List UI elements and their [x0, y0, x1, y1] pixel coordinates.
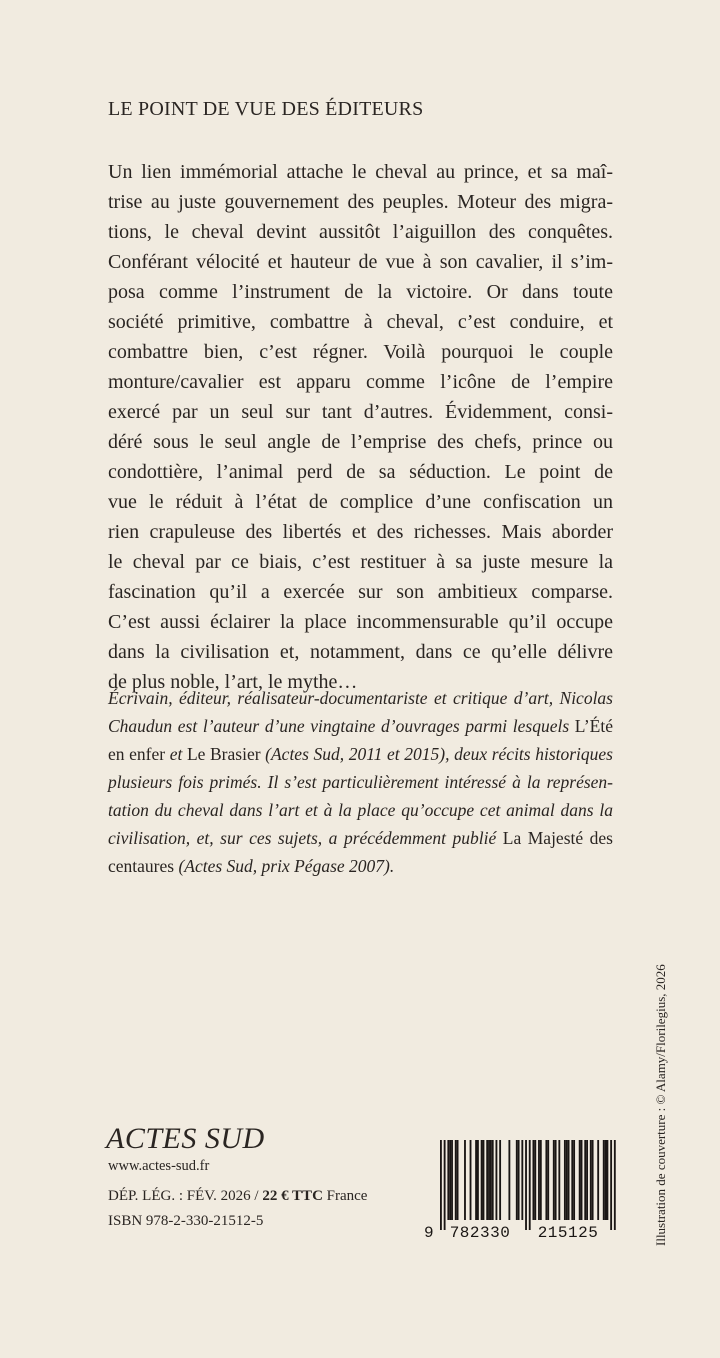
- publisher-website: www.actes-sud.fr: [108, 1158, 210, 1174]
- barcode: [420, 1140, 616, 1240]
- barcode-bar: [584, 1140, 586, 1220]
- author-bio: [108, 684, 613, 880]
- barcode-bar: [579, 1140, 581, 1220]
- barcode-bars: [440, 1140, 616, 1230]
- barcode-bar: [533, 1140, 535, 1220]
- barcode-bar: [496, 1140, 498, 1220]
- barcode-digits-right: 215125: [537, 1224, 599, 1240]
- barcode-bar: [534, 1140, 536, 1220]
- barcode-bar: [538, 1140, 540, 1220]
- blurb-line: combattre bien, c’est régner. Voilà pourquoi le couple: [108, 341, 613, 363]
- book-title: Le Brasier: [186, 744, 266, 764]
- barcode-bar: [477, 1140, 479, 1220]
- barcode-bar: [564, 1140, 566, 1220]
- blurb-line: condottière, l’animal perd de sa séduction. Le point de: [108, 461, 613, 483]
- blurb-line: monture/cavalier est apparu comme l’icône de l’empire: [108, 371, 613, 393]
- barcode-bar: [603, 1140, 605, 1220]
- publisher-blurb: [108, 157, 613, 697]
- barcode-bar: [605, 1140, 607, 1220]
- blurb-line: rien crapuleuse des libertés et des richesses. Mais aborder: [108, 521, 613, 543]
- legal-deposit-line: [108, 1188, 367, 1205]
- bio-line: [108, 712, 613, 740]
- barcode-bar: [475, 1140, 477, 1220]
- barcode-bar: [607, 1140, 609, 1220]
- bio-italic-text: Chaudun est l’auteur d’une vingtaine d’ouvrages parmi lesquels: [108, 716, 575, 736]
- barcode-bar: [581, 1140, 583, 1220]
- book-title: La Majesté des: [502, 828, 613, 848]
- blurb-line: C’est aussi éclairer la place incommensurable qu’il occupe: [108, 611, 613, 633]
- blurb-line: posa comme l’instrument de la victoire. Or dans toute: [108, 281, 613, 303]
- barcode-guard-bar: [444, 1140, 446, 1230]
- barcode-bar: [449, 1140, 451, 1220]
- barcode-bar: [516, 1140, 518, 1220]
- book-title: L’Été: [574, 716, 613, 736]
- barcode-bar: [521, 1140, 523, 1220]
- price-region: France: [322, 1188, 368, 1204]
- blurb-line: dans la civilisation et, notamment, dans ce qu’elle délivre: [108, 641, 613, 663]
- barcode-bar: [457, 1140, 459, 1220]
- bio-italic-text: Écrivain, éditeur, réalisateur-documentariste et critique d’art, Nicolas: [108, 688, 613, 708]
- barcode-bar: [486, 1140, 488, 1220]
- bio-italic-text: (Actes Sud, prix Pégase 2007).: [178, 856, 395, 876]
- blurb-line: de plus noble, l’art, le mythe…: [108, 671, 358, 693]
- barcode-bar: [492, 1140, 494, 1220]
- publisher-logo: ACTES SUD: [106, 1122, 265, 1155]
- barcode-bar: [553, 1140, 555, 1220]
- bio-italic-text: tation du cheval dans l’art et à la place qu’occupe cet animal dans la: [108, 800, 613, 820]
- blurb-line: vue le réduit à l’état de complice d’une confiscation un: [108, 491, 613, 513]
- barcode-graphic: [420, 1140, 616, 1240]
- book-title: centaures: [108, 856, 179, 876]
- bio-line: [108, 796, 613, 824]
- barcode-bar: [540, 1140, 542, 1220]
- section-heading: LE POINT DE VUE DES ÉDITEURS: [108, 98, 424, 120]
- isbn: ISBN 978-2-330-21512-5: [108, 1213, 264, 1229]
- barcode-digit-first: 9: [424, 1224, 434, 1240]
- barcode-bar: [547, 1140, 549, 1220]
- blurb-line: Conférant vélocité et hauteur de vue à son cavalier, il s’im-: [108, 251, 613, 273]
- barcode-bar: [481, 1140, 483, 1220]
- barcode-bar: [451, 1140, 453, 1220]
- barcode-bar: [470, 1140, 472, 1220]
- bio-line: [108, 740, 613, 768]
- legal-deposit: DÉP. LÉG. : FÉV. 2026 /: [108, 1188, 263, 1204]
- barcode-bar: [592, 1140, 594, 1220]
- bio-line: [108, 852, 613, 880]
- bio-line: [108, 684, 613, 712]
- barcode-bar: [508, 1140, 510, 1220]
- barcode-bar: [483, 1140, 485, 1220]
- blurb-line: déré sous le seul angle de l’emprise des chefs, prince ou: [108, 431, 613, 453]
- blurb-line: fascination qu’il a exercée sur son ambitieux comparse.: [108, 581, 613, 603]
- blurb-line: tions, le cheval devint aussitôt l’aiguillon des conquêtes.: [108, 221, 613, 243]
- barcode-guard-bar: [525, 1140, 527, 1230]
- barcode-bar: [568, 1140, 570, 1220]
- bio-line: [108, 824, 613, 852]
- book-title: en enfer: [108, 744, 170, 764]
- cover-illustration-credit: Illustration de couverture : © Alamy/Florilegius, 2026: [653, 964, 668, 1246]
- blurb-line: Un lien immémorial attache le cheval au prince, et sa maî-: [108, 161, 613, 183]
- barcode-bar: [490, 1140, 492, 1220]
- barcode-digits-left: 782330: [449, 1224, 511, 1240]
- barcode-bar: [499, 1140, 501, 1220]
- blurb-line: société primitive, combattre à cheval, c’est conduire, et: [108, 311, 613, 333]
- barcode-guard-bar: [440, 1140, 442, 1230]
- barcode-bar: [518, 1140, 520, 1220]
- bio-italic-text: civilisation, et, sur ces sujets, a précédemment publié: [108, 828, 503, 848]
- barcode-bar: [464, 1140, 466, 1220]
- barcode-bar: [571, 1140, 573, 1220]
- barcode-bar: [555, 1140, 557, 1220]
- barcode-bar: [597, 1140, 599, 1220]
- barcode-bar: [455, 1140, 457, 1220]
- bio-italic-text: plusieurs fois primés. Il s’est particulièrement intéressé à la représen-: [108, 772, 613, 792]
- bio-italic-text: (Actes Sud, 2011 et 2015), deux récits historiques: [265, 744, 613, 764]
- bio-italic-text: et: [169, 744, 187, 764]
- barcode-bar: [573, 1140, 575, 1220]
- barcode-bar: [566, 1140, 568, 1220]
- barcode-bar: [586, 1140, 588, 1220]
- blurb-line: le cheval par ce biais, c’est restituer à sa juste mesure la: [108, 551, 613, 573]
- barcode-guard-bar: [610, 1140, 612, 1230]
- barcode-bar: [590, 1140, 592, 1220]
- barcode-guard-bar: [614, 1140, 616, 1230]
- barcode-bar: [558, 1140, 560, 1220]
- price: 22 € TTC: [262, 1188, 323, 1204]
- blurb-line: trise au juste gouvernement des peuples. Moteur des migra-: [108, 191, 613, 213]
- blurb-line: exercé par un seul sur tant d’autres. Évidemment, consi-: [108, 401, 613, 423]
- barcode-bar: [488, 1140, 490, 1220]
- barcode-guard-bar: [529, 1140, 531, 1230]
- barcode-bar: [545, 1140, 547, 1220]
- bio-line: [108, 768, 613, 796]
- barcode-bar: [447, 1140, 449, 1220]
